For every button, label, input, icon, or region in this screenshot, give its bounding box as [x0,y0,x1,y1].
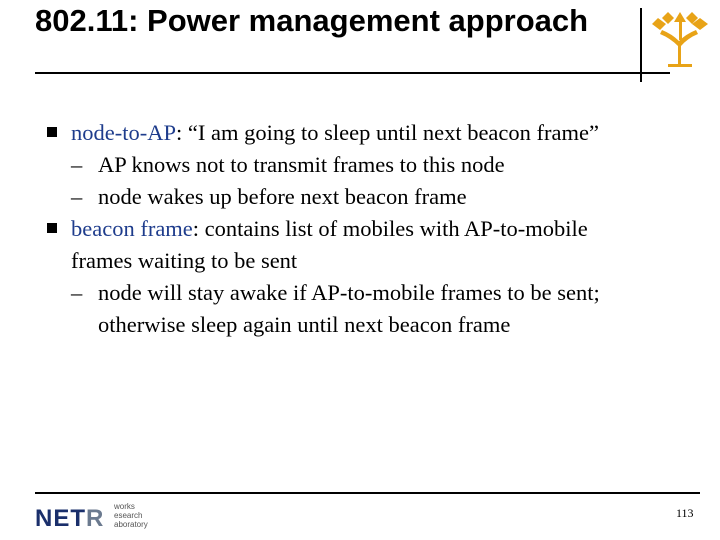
square-bullet-icon [47,127,57,137]
sub-item [45,181,645,213]
footer-divider [35,492,700,494]
logo-subwords [114,502,148,529]
bullet-item [45,213,645,277]
term-beacon-frame: beacon frame [71,216,193,241]
logo-divider [640,8,642,82]
dash-marker: – [71,152,83,177]
sub-text: AP knows not to transmit frames to this node [98,152,505,177]
logo-r-text: R [86,505,105,532]
square-bullet-icon [47,223,57,233]
dash-marker: – [71,184,83,209]
page-number: 113 [676,506,694,520]
dash-marker: – [71,280,83,305]
bullet-item [45,117,645,149]
sub-text: node will stay awake if AP-to-mobile frames to be sent; otherwise sleep again until next beacon frame [98,280,600,337]
slide-title: 802.11: Power management approach [35,3,589,38]
netr-logo [35,505,104,533]
logo-main-text: NET [35,505,86,532]
term-node-to-ap: node-to-AP [71,120,176,145]
bullet-text: : “I am going to sleep until next beacon frame” [176,120,599,145]
logo-word: esearch [114,511,143,520]
sub-item [45,149,645,181]
title-divider [35,72,670,74]
logo-word: works [114,502,135,511]
bullet-text: : contains list of mobiles with AP-to-mobile frames waiting to be sent [71,216,588,273]
sub-text: node wakes up before next beacon frame [98,184,467,209]
tree-logo-icon [648,10,710,68]
sub-item [45,277,645,341]
slide-body [45,117,645,341]
logo-word: aboratory [114,520,148,529]
